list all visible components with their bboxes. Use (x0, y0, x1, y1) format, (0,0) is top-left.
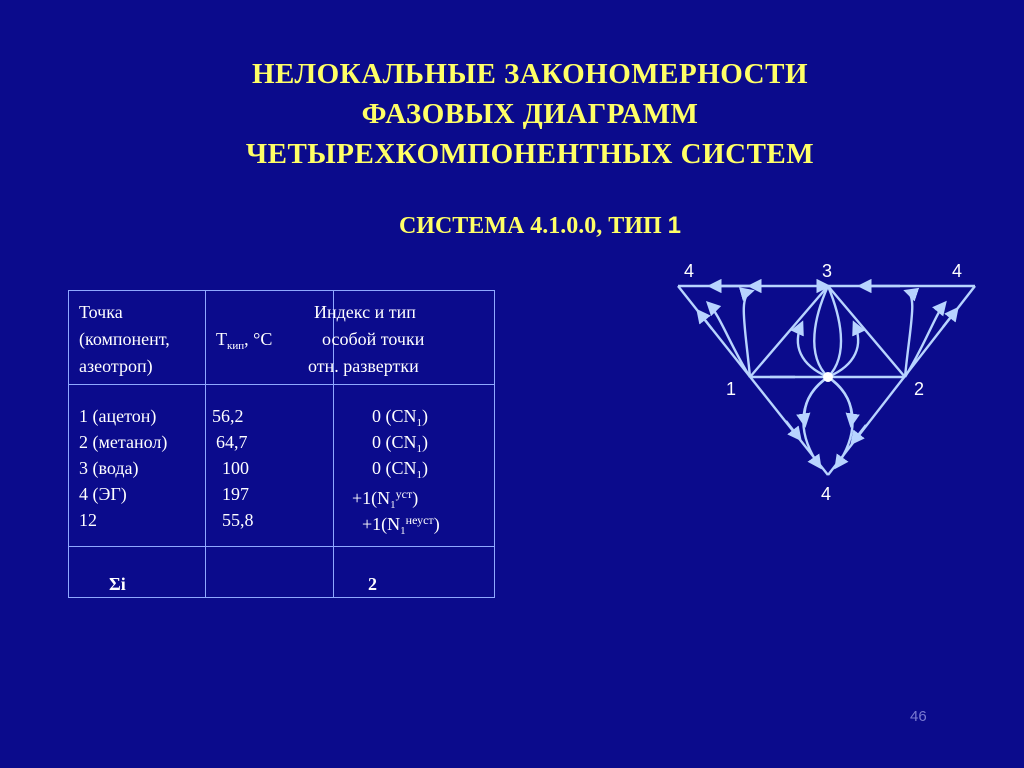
temp-2: 64,7 (216, 432, 248, 452)
header-point-cell (69, 291, 206, 385)
label-top-right: 4 (952, 261, 963, 281)
header-index-cell (308, 291, 495, 385)
index-3: 0 $(CN_1)$ (372, 458, 428, 481)
index-4: $+1(N_1^{уст})$ (352, 487, 419, 511)
temps-cell (206, 385, 334, 547)
label-bottom: 4 (821, 484, 832, 504)
label-top-middle: 3 (822, 261, 833, 281)
page-number: 46 (910, 708, 927, 725)
sum-value-cell (334, 547, 495, 598)
phase-diagram (660, 255, 990, 515)
label-top-left: 4 (684, 261, 695, 281)
label-right: 2 (914, 379, 925, 399)
curve-center-down-right (828, 377, 853, 467)
curve-center-down-left (803, 377, 828, 467)
index-2: 0 $(CN_1)$ (372, 432, 428, 455)
table-header-row (69, 291, 495, 385)
header-index-line-2: особой точки (322, 329, 425, 349)
table-sum-row (69, 547, 495, 598)
indices-cell (334, 385, 495, 547)
point-12: 12 (79, 510, 97, 530)
table-body-row (69, 385, 495, 547)
subtitle-text: СИСТЕМА 4.1.0.0, ТИП (398, 213, 668, 239)
index-12: $+1(N_1^{неуст})$ (362, 513, 440, 537)
curve-down-l (804, 377, 828, 425)
index-1: 0 $(CN_1)$ (372, 406, 428, 429)
temp-12: 55,8 (222, 510, 254, 530)
system-subtitle (300, 212, 780, 240)
point-2: 2 (метанол) (79, 432, 168, 452)
curve-center-left (798, 323, 828, 377)
title-line-3: ЧЕТЫРЕХКОМПОНЕНТНЫХ СИСТЕМ (245, 138, 815, 170)
sum-value: 2 (368, 574, 377, 594)
slide-title (150, 54, 910, 174)
header-point-line-3: азеотроп) (79, 356, 153, 376)
title-line-2: ФАЗОВЫХ ДИАГРАММ (361, 98, 699, 130)
point-3: 3 (вода) (79, 458, 139, 478)
sum-label-cell (69, 547, 206, 598)
sum-empty-cell (206, 547, 334, 598)
temp-3: 100 (222, 458, 249, 478)
points-cell (69, 385, 206, 547)
singular-points-table (68, 290, 495, 598)
header-point-line-1: Точка (79, 302, 123, 322)
curve-down-r (828, 377, 852, 425)
curve-left-top (744, 291, 752, 377)
subtitle-type-number: 1 (667, 212, 682, 239)
point-4: 4 (ЭГ) (79, 484, 127, 504)
curve-center-right (828, 323, 858, 377)
header-temp-label: $Т_{кип}$, °С (216, 329, 273, 352)
header-index-line-1: Индекс и тип (314, 302, 416, 322)
sum-label: Σi (109, 574, 126, 594)
inner-left (750, 286, 828, 377)
azeotrope-point-12 (823, 372, 833, 382)
label-left: 1 (726, 379, 737, 399)
temp-1: 56,2 (212, 406, 244, 426)
temp-4: 197 (222, 484, 249, 504)
header-point-line-2: (компонент, (79, 329, 170, 349)
point-1: 1 (ацетон) (79, 406, 157, 426)
title-line-1: НЕЛОКАЛЬНЫЕ ЗАКОНОМЕРНОСТИ (251, 58, 809, 90)
header-index-line-3: отн. развертки (308, 356, 419, 376)
